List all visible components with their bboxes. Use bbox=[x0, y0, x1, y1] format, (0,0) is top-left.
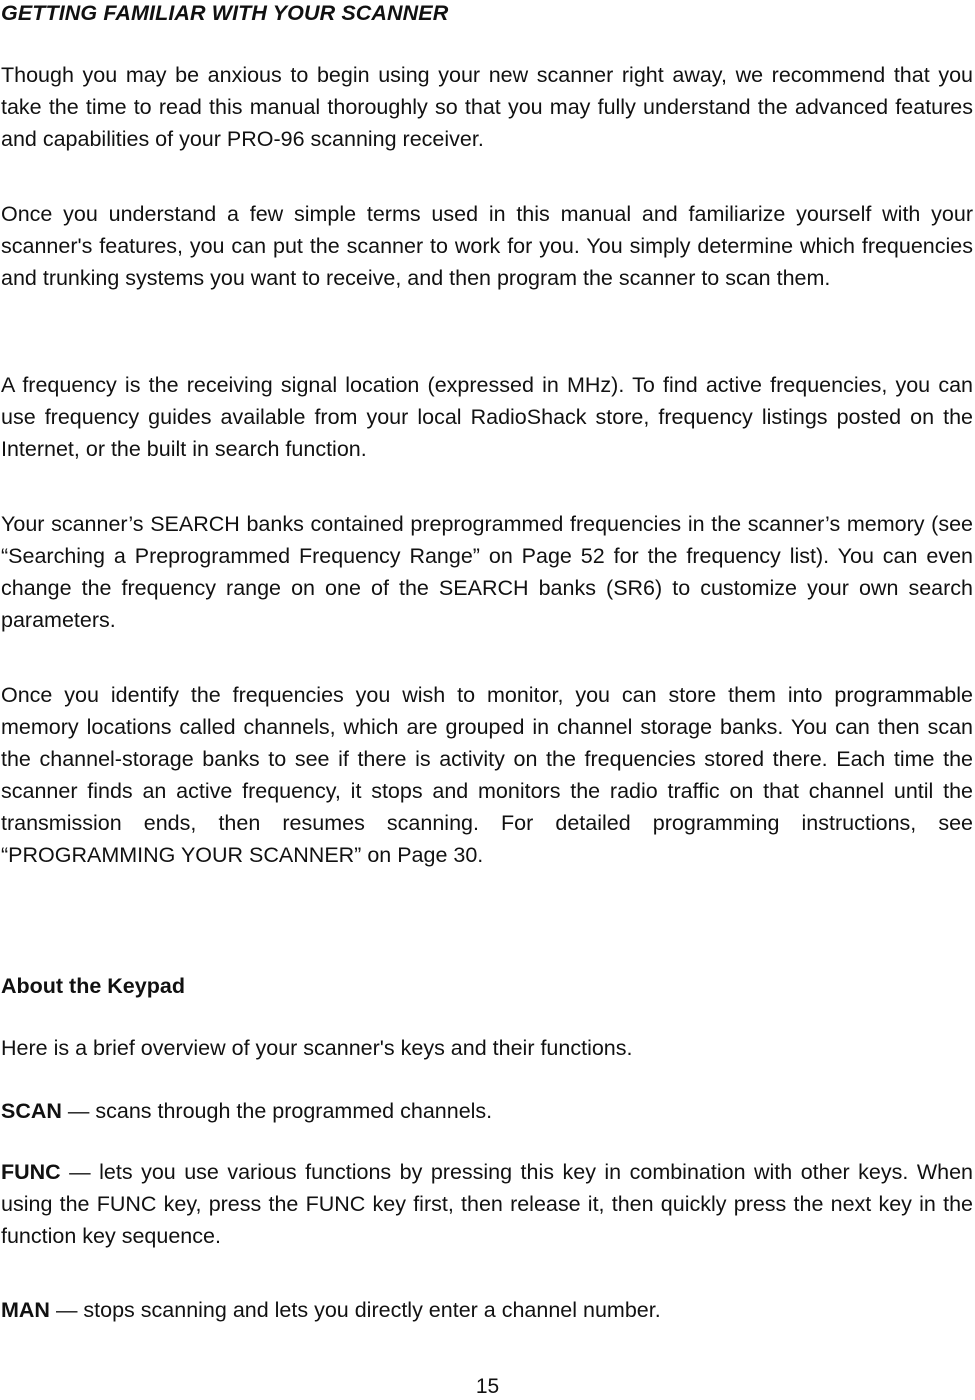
channels-paragraph: Once you identify the frequencies you wish to monitor, you can store them into programmable memory locations called channels, which are grouped in channel storage banks. You can then scan the channel-storage banks to see if there is activity on the frequencies stored there. Each time the scanner finds an active frequency, it stops and monitors the radio traffic on that channel until the transmission ends, then resumes scanning. For detailed programming instructions, see “PROGRAMMING YOUR SCANNER” on Page 30. bbox=[1, 683, 973, 867]
key-name-man: MAN bbox=[1, 1298, 50, 1322]
key-name-func: FUNC bbox=[1, 1160, 61, 1184]
frequency-paragraph: A frequency is the receiving signal location (expressed in MHz). To find active frequencies, you can use frequency guides available from your local RadioShack store, frequency listings posted on the Internet, or the built in search function. bbox=[1, 373, 973, 461]
page-number: 15 bbox=[475, 1375, 500, 1398]
key-text-man: — stops scanning and lets you directly enter a channel number. bbox=[49, 1298, 661, 1322]
keypad-heading: About the Keypad bbox=[1, 974, 185, 998]
keypad-intro: Here is a brief overview of your scanner's keys and their functions. bbox=[1, 1036, 633, 1060]
terms-paragraph: Once you understand a few simple terms used in this manual and familiarize yourself with your scanner's features, you can put the scanner to work for you. You simply determine which frequencies and trunking systems you want to receive, and then program the scanner to scan them. bbox=[1, 202, 973, 290]
section-title: GETTING FAMILIAR WITH YOUR SCANNER bbox=[1, 1, 449, 25]
key-name-scan: SCAN bbox=[1, 1099, 62, 1123]
key-description-scan bbox=[1, 1095, 973, 1127]
intro-paragraph: Though you may be anxious to begin using your new scanner right away, we recommend that you take the time to read this manual thoroughly so that you may fully understand the advanced features and capabilities of your PRO-96 scanning receiver. bbox=[1, 63, 973, 151]
search-banks-paragraph: Your scanner’s SEARCH banks contained preprogrammed frequencies in the scanner’s memory (see “Searching a Preprogrammed Frequency Range” on Page 52 for the frequency list). You can even change the frequency range on one of the SEARCH banks (SR6) to customize your own search parameters. bbox=[1, 512, 973, 632]
key-description-man bbox=[1, 1294, 973, 1326]
key-text-scan: — scans through the programmed channels. bbox=[61, 1099, 493, 1123]
key-text-func: — lets you use various functions by pressing this key in combination with other keys. When using the FUNC key, press the FUNC key first, then release it, then quickly press the next key in the function key sequence. bbox=[1, 1160, 973, 1248]
key-description-func bbox=[1, 1156, 973, 1252]
